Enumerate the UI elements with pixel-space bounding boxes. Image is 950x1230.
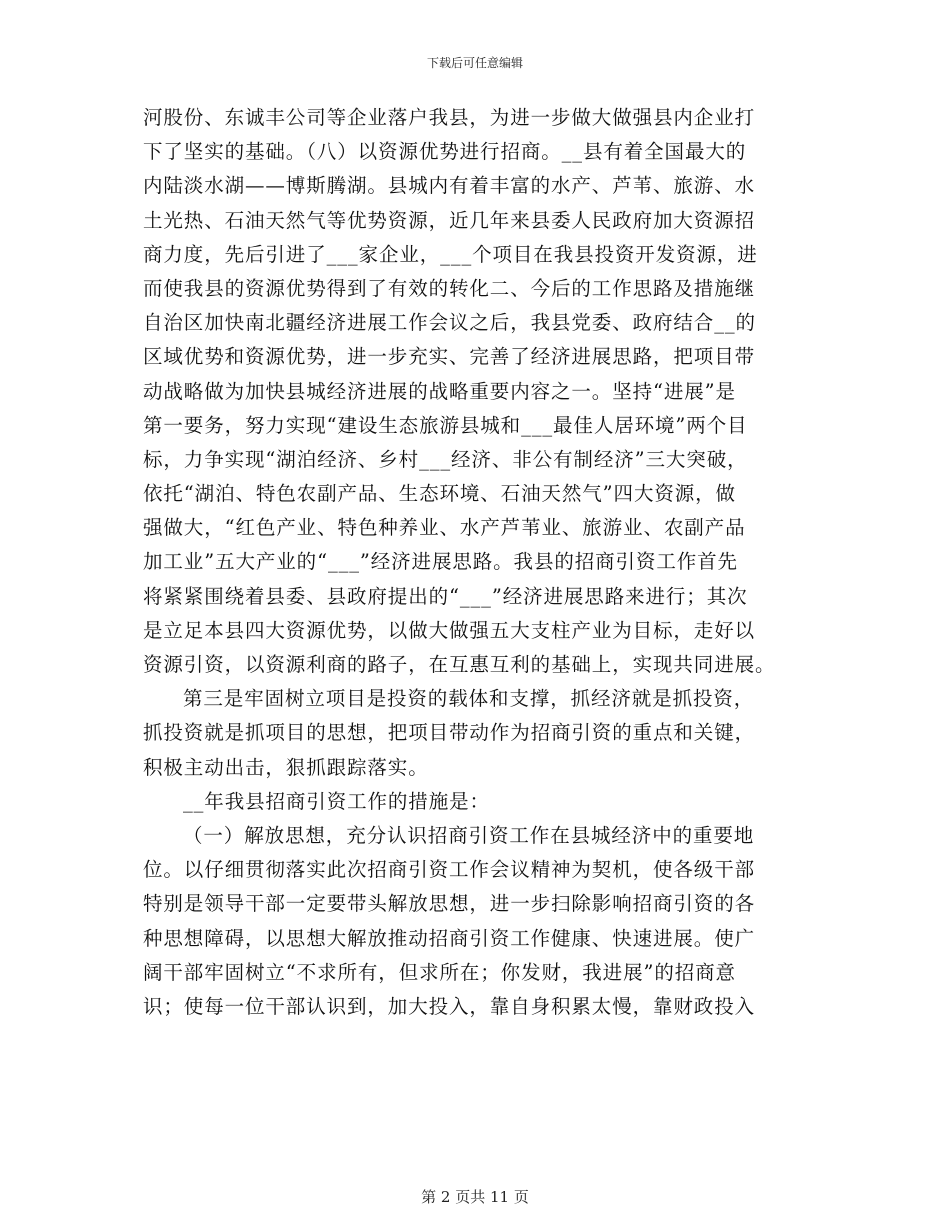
text-line: __年我县招商引资工作的措施是： — [183, 789, 490, 813]
text-line: 位。以仔细贯彻落实此次招商引资工作会议精神为契机，使各级干部 — [143, 858, 756, 882]
text-line: 阔干部牢固树立“不求所有，但求所在；你发财，我进展”的招商意 — [143, 960, 736, 984]
text-line: 标，力争实现“湖泊经济、乡村___经济、非公有制经济”三大突破， — [143, 447, 748, 471]
page-footer: 第 2 页共 11 页 — [421, 1188, 529, 1206]
text-line: 抓投资就是抓项目的思想，把项目带动作为招商引资的重点和关键， — [143, 721, 756, 745]
text-line: 种思想障碍，以思想大解放推动招商引资工作健康、快速进展。使广 — [143, 926, 756, 950]
text-line: 第一要务，努力实现“建设生态旅游县城和___最佳人居环境”两个目 — [143, 413, 748, 437]
text-line: 内陆淡水湖——博斯腾湖。县城内有着丰富的水产、芦苇、旅游、水 — [143, 174, 756, 198]
text-line: 河股份、东诚丰公司等企业落户我县，为进一步做大做强县内企业打 — [143, 106, 756, 129]
text-line: 依托“湖泊、特色农副产品、生态环境、石油天然气”四大资源，做 — [143, 482, 736, 506]
text-line: 自治区加快南北疆经济进展工作会议之后，我县党委、政府结合__的 — [143, 311, 756, 335]
text-line: 商力度，先后引进了___家企业，___个项目在我县投资开发资源，进 — [143, 242, 758, 266]
text-line: 强做大，“红色产业、特色种养业、水产芦苇业、旅游业、农副产品 — [143, 516, 746, 540]
text-line: 区域优势和资源优势，进一步充实、完善了经济进展思路，把项目带 — [143, 345, 756, 369]
document-body — [143, 101, 803, 1024]
text-line: 是立足本县四大资源优势，以做大做强五大支柱产业为目标，走好以 — [143, 618, 756, 642]
page-header: 下载后可任意编辑 — [426, 56, 523, 70]
text-line: 动战略做为加快县城经济进展的战略重要内容之一。坚持“进展”是 — [143, 379, 736, 403]
text-line: 加工业”五大产业的“___”经济进展思路。我县的招商引资工作首先 — [143, 550, 738, 574]
text-line: 积极主动出击，狠抓跟踪落实。 — [143, 755, 429, 779]
text-line: 下了坚实的基础。（八）以资源优势进行招商。__县有着全国最大的 — [143, 140, 747, 164]
text-line: 而使我县的资源优势得到了有效的转化二、今后的工作思路及措施继 — [143, 276, 756, 300]
text-line: 将紧紧围绕着县委、县政府提出的“___”经济进展思路来进行；其次 — [143, 584, 748, 608]
text-line: 第三是牢固树立项目是投资的载体和支撑，抓经济就是抓投资， — [183, 687, 755, 711]
text-line: （一）解放思想，充分认识招商引资工作在县城经济中的重要地 — [183, 823, 755, 847]
text-line: 土光热、石油天然气等优势资源，近几年来县委人民政府加大资源招 — [143, 208, 756, 232]
text-line: 识；使每一位干部认识到，加大投入，靠自身积累太慢，靠财政投入 — [143, 994, 756, 1018]
text-line: 特别是领导干部一定要带头解放思想，进一步扫除影响招商引资的各 — [143, 892, 756, 916]
text-line: 资源引资，以资源利商的路子，在互惠互利的基础上，实现共同进展。 — [143, 653, 776, 676]
